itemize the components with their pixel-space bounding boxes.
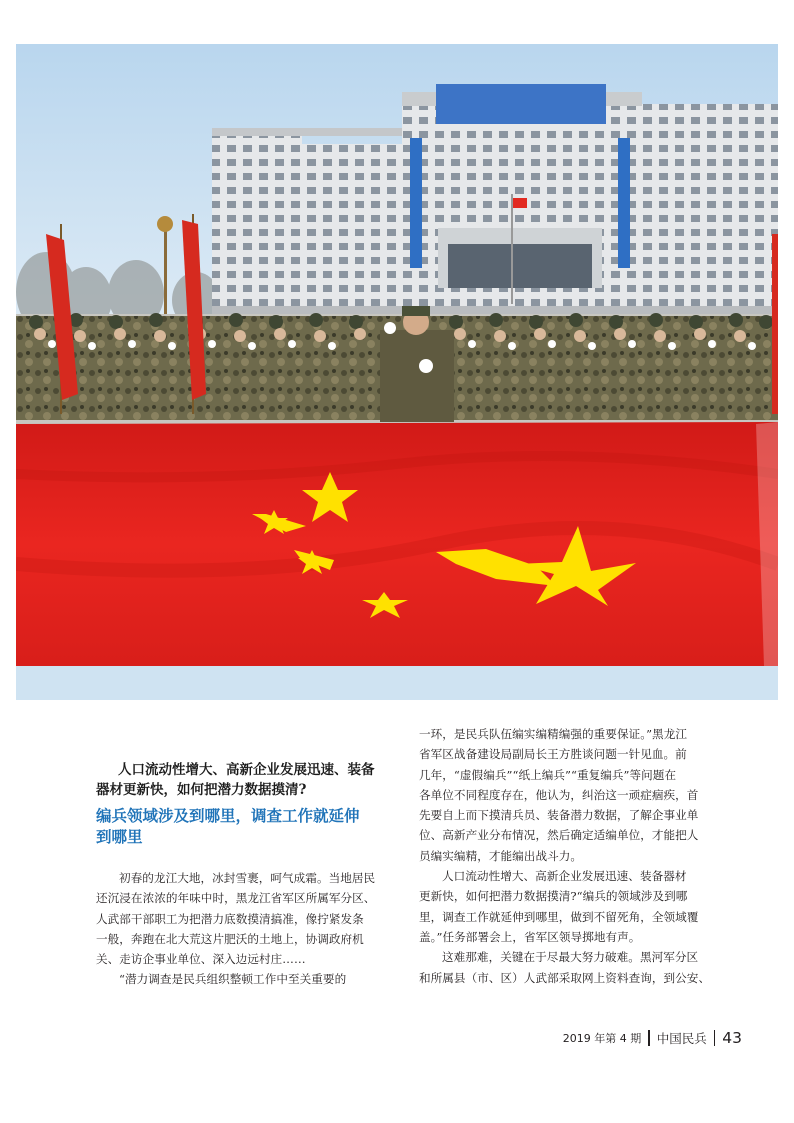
body-line: 几年，“虚假编兵”“纸上编兵”“重复编兵”等问题在 <box>419 767 677 782</box>
body-column-right <box>419 724 715 988</box>
body-line: 盖。”任务部署会上，省军区领导掷地有声。 <box>419 929 641 944</box>
footer-divider <box>714 1030 716 1046</box>
body-line: 各单位不同程度存在，他认为，纠治这一顽症痼疾，首 <box>419 787 699 802</box>
subheading-line-2: 到哪里 <box>96 828 143 846</box>
subheading-line-1: 编兵领域涉及到哪里，调查工作就延伸 <box>96 807 360 825</box>
body-line: 省军区战备建设局副局长王方胜谈问题一针见血。前 <box>419 747 687 762</box>
body-line: 这难那难，关键在于尽最大努力破难。黑河军分区 <box>442 950 699 965</box>
body-line: 关、走访企事业单位、深入边远村庄…… <box>96 952 306 967</box>
body-line: 和所属县（市、区）人武部采取网上资料查询，到公安、 <box>419 970 711 985</box>
body-column-left <box>96 868 388 990</box>
body-line: 更新快，如何把潜力数据摸清?“编兵的领域涉及到哪 <box>419 889 688 904</box>
body-line: 里，调查工作就延伸到哪里，做到不留死角，全领域覆 <box>419 909 699 924</box>
body-line: 初春的龙江大地，冰封雪裹，呵气成霜。当地居民 <box>119 871 376 885</box>
body-line: 人武部干部职工为把潜力底数摸清搞准，像拧紧发条 <box>96 911 364 926</box>
body-line: “潜力调查是民兵组织整顿工作中至关重要的 <box>119 972 347 987</box>
caption-band <box>16 666 778 700</box>
body-line: 员编实编精，才能编出战斗力。 <box>419 848 583 863</box>
body-line: 还沉浸在浓浓的年味中时，黑龙江省军区所属军分区、 <box>96 891 376 906</box>
soldier-formation <box>16 306 778 422</box>
issue-label: 2019 年第 4 期 <box>562 1032 642 1045</box>
body-line: 位、高新产业分布情况，然后确定适编单位，才能把人 <box>419 828 699 843</box>
magazine-name: 中国民兵 <box>656 1031 707 1046</box>
page-number: 43 <box>722 1029 742 1047</box>
page-footer <box>563 1027 742 1049</box>
body-line: 人口流动性增大、高新企业发展迅速、装备器材 <box>442 869 687 884</box>
national-flag <box>16 422 778 666</box>
section-subheading <box>96 806 388 848</box>
body-line: 一般，奔跑在北大荒这片肥沃的土地上，协调政府机 <box>96 931 364 946</box>
lead-line-2: 器材更新快，如何把潜力数据摸清? <box>96 782 307 798</box>
footer-divider <box>648 1030 650 1046</box>
lead-question <box>96 760 384 800</box>
body-line: 一环，是民兵队伍编实编精编强的重要保证。”黑龙江 <box>419 727 687 741</box>
soldiers-oath-photo <box>16 44 778 666</box>
lead-line-1: 人口流动性增大、高新企业发展迅速、装备 <box>118 762 375 778</box>
body-line: 先要自上而下摸清兵员、装备潜力数据，了解企事业单 <box>419 808 699 823</box>
cover-photo <box>16 44 778 666</box>
